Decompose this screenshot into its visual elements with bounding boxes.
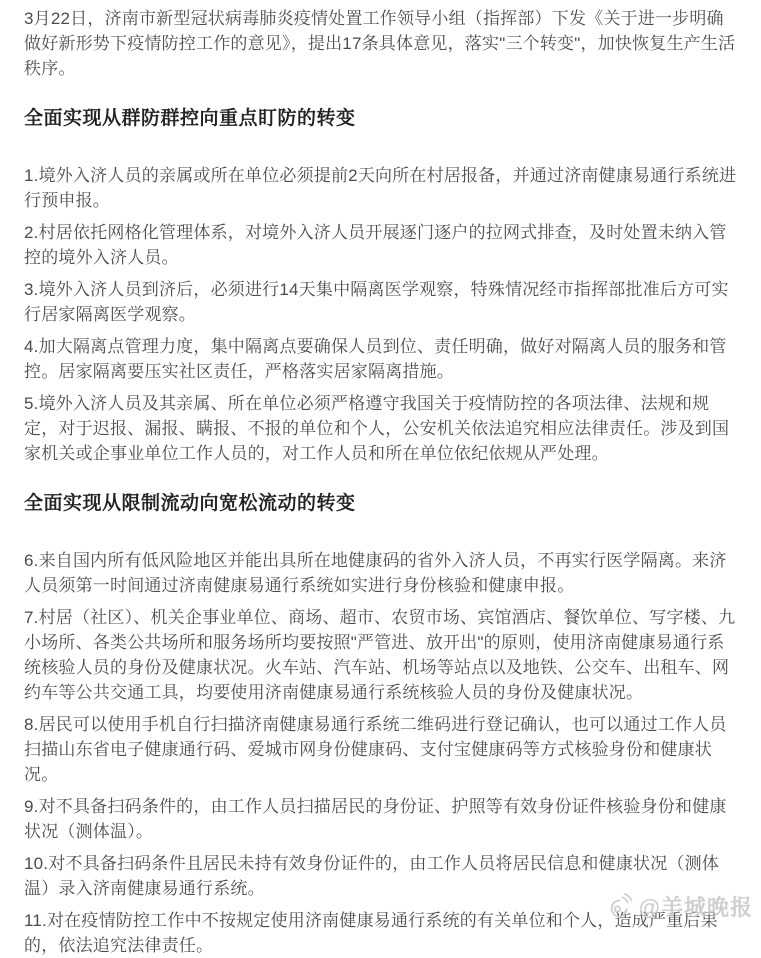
- list-item: 8.居民可以使用手机自行扫描济南健康易通行系统二维码进行登记确认，也可以通过工作人员扫描山东省电子健康通行码、爱城市网身份健康码、支付宝健康码等方式核验身份和健康状况。: [24, 715, 727, 784]
- watermark: [603, 890, 753, 922]
- weibo-icon: [603, 890, 635, 922]
- list-item: 9.对不具备扫码条件的，由工作人员扫描居民的身份证、护照等有效身份证件核验身份和健康状况（测体温）。: [24, 797, 727, 841]
- article-section: [24, 106, 737, 466]
- list-item: 6.来自国内所有低风险地区并能出具所在地健康码的省外入济人员，不再实行医学隔离。来济人员须第一时间通过济南健康易通行系统如实进行身份核验和健康申报。: [24, 551, 727, 595]
- section-heading: 全面实现从群防群控向重点盯防的转变: [24, 108, 356, 129]
- section-items: [24, 163, 737, 466]
- watermark-text: @羊城晚报: [638, 894, 753, 920]
- intro-paragraph: 3月22日，济南市新型冠状病毒肺炎疫情处置工作领导小组（指挥部）下发《关于进一步明确做好新形势下疫情防控工作的意见》，提出17条具体意见，落实"三个转变"，加快恢复生产生活秩序。: [24, 9, 736, 78]
- list-item: 4.加大隔离点管理力度，集中隔离点要确保人员到位、责任明确，做好对隔离人员的服务和管控。居家隔离要压实社区责任，严格落实居家隔离措施。: [24, 337, 727, 381]
- list-item: 10.对不具备扫码条件且居民未持有效身份证件的，由工作人员将居民信息和健康状况（测体温）录入济南健康易通行系统。: [24, 854, 720, 898]
- list-item: 2.村居依托网格化管理体系，对境外入济人员开展逐门逐户的拉网式排查，及时处置未纳入管控的境外入济人员。: [24, 223, 727, 267]
- list-item: 5.境外入济人员及其亲属、所在单位必须严格遵守我国关于疫情防控的各项法律、法规和规定，对于迟报、漏报、瞒报、不报的单位和个人，公安机关依法追究相应法律责任。涉及到国家机关或企事业单位工作人员的，对工作人员和所在单位依纪依规从严处理。: [24, 394, 730, 463]
- list-item: 1.境外入济人员的亲属或所在单位必须提前2天向所在村居报备，并通过济南健康易通行系统进行预申报。: [24, 166, 737, 210]
- section-heading: 全面实现从限制流动向宽松流动的转变: [24, 493, 356, 514]
- list-item: 3.境外入济人员到济后，必须进行14天集中隔离医学观察，特殊情况经市指挥部批准后方可实行居家隔离医学观察。: [24, 280, 729, 324]
- list-item: 7.村居（社区）、机关企事业单位、商场、超市、农贸市场、宾馆酒店、餐饮单位、写字楼、九小场所、各类公共场所和服务场所均要按照"严管进、放开出"的原则，使用济南健康易通行系统核验人员的身份及健康状况。火车站、汽车站、机场等站点以及地铁、公交车、出租车、网约车等公共交通工具，均要使用济南健康易通行系统核验人员的身份及健康状况。: [24, 608, 736, 702]
- article-section: [24, 491, 737, 958]
- sections: [24, 106, 737, 958]
- list-item: 11.对在疫情防控工作中不按规定使用济南健康易通行系统的有关单位和个人，造成严重后果的，依法追究法律责任。: [24, 911, 718, 955]
